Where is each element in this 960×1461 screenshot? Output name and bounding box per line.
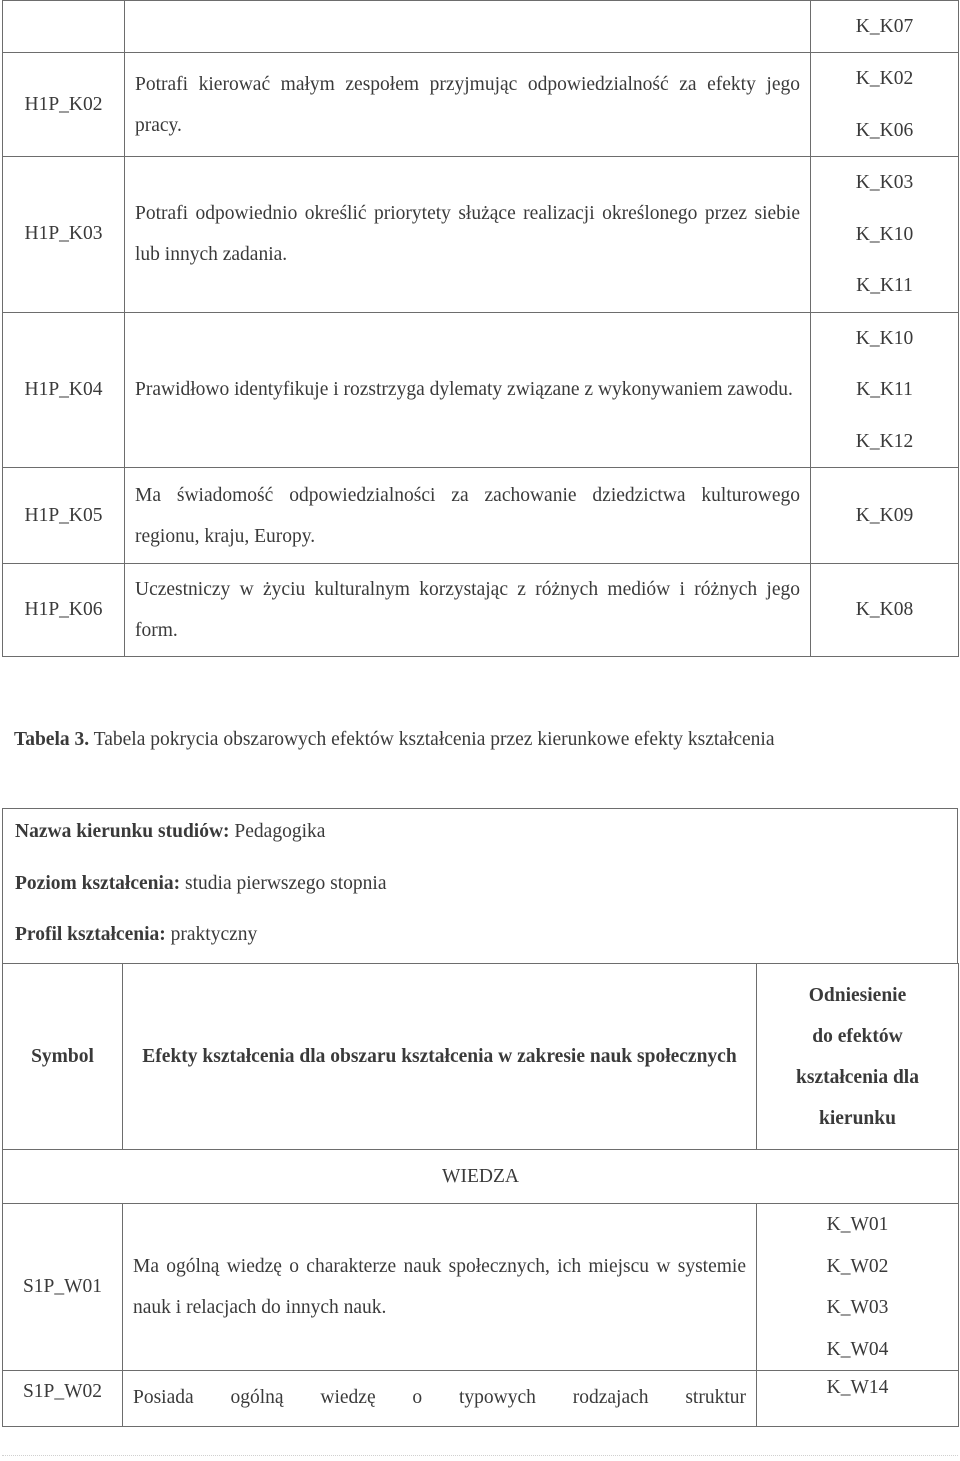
section-row [3,1150,959,1204]
table-row [3,564,959,657]
ref-code: K_W04 [826,1338,889,1360]
table-caption [14,719,944,761]
table-row [3,1204,959,1371]
refs-cell [811,312,959,468]
ref-code: K_W02 [826,1255,889,1277]
outcomes-table-top [2,0,959,657]
header-reference [757,964,959,1150]
ref-code: K_W01 [826,1214,889,1235]
symbol-cell [3,1,125,53]
table-row [3,1371,959,1427]
ref-code: K_K10 [855,327,914,349]
refs-cell [811,157,959,313]
ref-code: K_K12 [855,430,914,452]
profile-value: praktyczny [170,924,258,945]
ref-code: K_W03 [826,1297,889,1318]
ref-code: K_K10 [855,223,914,245]
ref-code: K_K11 [856,379,913,400]
header-reference-line: kierunku [819,1107,896,1129]
refs-cell [757,1371,959,1427]
symbol-cell: H1P_K04 [3,312,125,468]
header-symbol: Symbol [3,964,123,1150]
description-cell [125,1,811,53]
program-name-line [15,821,325,843]
header-effects: Efekty kształcenia dla obszaru kształcenia w zakresie nauk społecznych [123,964,757,1150]
section-title: WIEDZA [3,1150,959,1204]
symbol-cell: S1P_W01 [3,1204,123,1371]
level-value: studia pierwszego stopnia [185,873,387,894]
description-cell: Ma ogólną wiedzę o charakterze nauk społecznych, ich miejscu w systemie nauk i relacjach do innych nauk. [123,1204,757,1371]
program-info-box [2,808,958,964]
caption-text: Tabela pokrycia obszarowych efektów kształcenia przez kierunkowe efekty kształcenia [93,729,775,750]
symbol-cell: S1P_W02 [3,1371,123,1427]
description-cell: Posiada ogólną wiedzę o typowych rodzajach struktur [123,1371,757,1427]
description-cell: Potrafi odpowiednio określić priorytety służące realizacji określonego przez siebie lub innych zadania. [125,157,811,313]
symbol-cell: H1P_K03 [3,157,125,313]
outcomes-table-social-sciences [2,963,959,1427]
profile-label: Profil kształcenia: [15,924,166,945]
symbol-cell: H1P_K05 [3,468,125,564]
refs-cell [757,1204,959,1371]
refs-cell [811,1,959,53]
header-reference-line: do efektów [812,1025,903,1047]
refs-cell [811,468,959,564]
ref-code: K_K07 [855,15,914,37]
table-header-row [3,964,959,1150]
profile-line [15,924,257,946]
ref-code: K_K11 [856,275,913,296]
table-row [3,53,959,157]
table-row [3,468,959,564]
refs-cell [811,564,959,657]
ref-code: K_K08 [855,599,914,620]
table-row [3,1,959,53]
ref-code: K_K03 [855,172,914,193]
header-reference-line: Odniesienie [808,984,907,1006]
table-row [3,157,959,313]
level-line [15,873,387,895]
ref-code: K_K02 [855,68,914,89]
symbol-cell: H1P_K06 [3,564,125,657]
page-bottom-rule [2,1455,958,1456]
description-cell: Ma świadomość odpowiedzialności za zachowanie dziedzictwa kulturowego regionu, kraju, Europy. [125,468,811,564]
refs-cell [811,53,959,157]
ref-code: K_W14 [826,1377,889,1398]
program-name-value: Pedagogika [234,821,326,842]
program-name-label: Nazwa kierunku studiów: [15,821,230,842]
description-cell: Potrafi kierować małym zespołem przyjmując odpowiedzialność za efekty jego pracy. [125,53,811,157]
ref-code: K_K06 [855,119,914,141]
description-cell: Prawidłowo identyfikuje i rozstrzyga dylematy związane z wykonywaniem zawodu. [125,312,811,468]
ref-code: K_K09 [855,504,914,526]
table-row [3,312,959,468]
level-label: Poziom kształcenia: [15,873,181,894]
symbol-cell: H1P_K02 [3,53,125,157]
caption-label: Tabela 3. [14,729,90,750]
description-cell: Uczestniczy w życiu kulturalnym korzystając z różnych mediów i różnych jego form. [125,564,811,657]
header-reference-line: kształcenia dla [796,1066,919,1088]
